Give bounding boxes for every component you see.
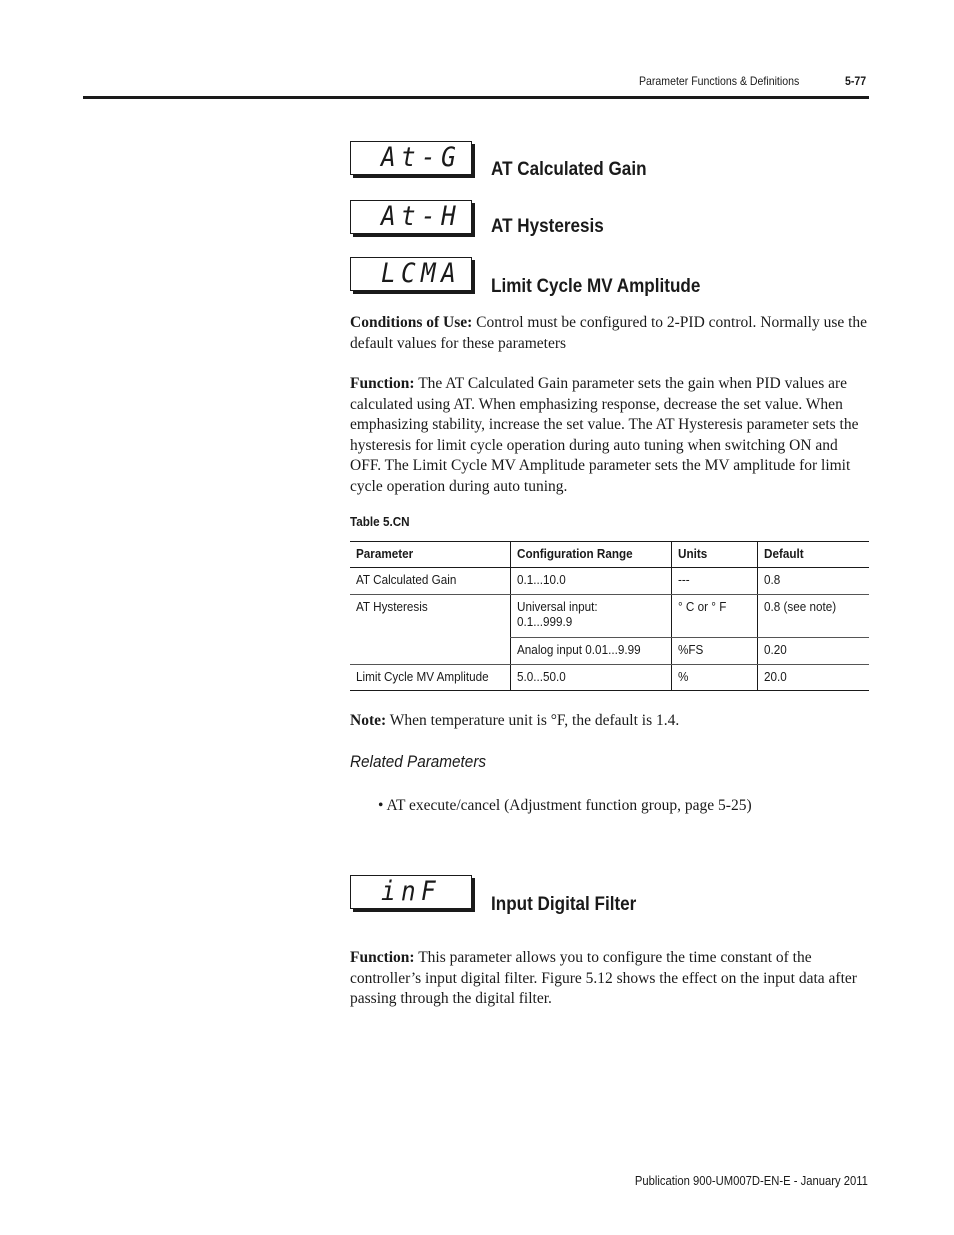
table-cell: AT Hysteresis xyxy=(356,599,428,614)
table-caption: Table 5.CN xyxy=(350,514,410,529)
table-header-cell: Parameter xyxy=(350,542,510,568)
table-row xyxy=(350,568,869,595)
table-cell xyxy=(350,638,510,665)
table-cell: 0.8 xyxy=(757,568,869,595)
param-title-input-digital-filter: Input Digital Filter xyxy=(491,894,637,915)
function-text: The AT Calculated Gain parameter sets the gain when PID values are calculated using AT. When emphasizing response, decrease the set value. When emphasizing stability, increase the set value. The AT Hysteresis parameter sets the hysteresis for limit cycle operation during auto tuning when switching ON and OFF. The Limit Cycle MV Amplitude parameter sets the MV amplitude for limit cycle operation during auto tuning. xyxy=(350,375,859,495)
function-paragraph-filter xyxy=(350,948,868,1010)
conditions-text: Control must be configured to 2-PID control. Normally use the default values for these parameters xyxy=(350,314,868,352)
publication-footer: Publication 900-UM007D-EN-E - January 2011 xyxy=(634,1174,868,1188)
param-title-at-calculated-gain: AT Calculated Gain xyxy=(491,159,647,180)
table-row xyxy=(350,665,869,691)
table-cell: 0.1...10.0 xyxy=(510,568,671,595)
related-parameters-heading: Related Parameters xyxy=(350,752,487,771)
table-row xyxy=(350,638,869,665)
header-rule xyxy=(83,96,869,99)
running-header: Parameter Functions & Definitions xyxy=(639,74,800,88)
related-item-text: AT execute/cancel (Adjustment function group, page 5-25) xyxy=(386,797,752,814)
table-header-cell: Configuration Range xyxy=(510,542,671,568)
lcd-display-inf: inF xyxy=(350,875,472,909)
table-cell: --- xyxy=(671,568,757,595)
note-label: Note: xyxy=(350,712,387,729)
table-note xyxy=(350,711,868,732)
table-cell: Limit Cycle MV Amplitude xyxy=(350,665,510,691)
table-cell: AT Calculated Gain xyxy=(350,568,510,595)
table-row xyxy=(350,595,869,638)
bullet-icon: • xyxy=(378,797,384,814)
table-cell: 0.8 (see note) xyxy=(757,595,869,638)
table-header-cell: Units xyxy=(671,542,757,568)
function-paragraph xyxy=(350,374,868,497)
table-header-row xyxy=(350,542,869,568)
conditions-of-use xyxy=(350,313,868,354)
function-text: This parameter allows you to configure the time constant of the controller’s input digital filter. Figure 5.12 shows the effect on the input data after passing through the digital filter. xyxy=(350,949,857,1007)
conditions-label: Conditions of Use: xyxy=(350,314,473,331)
table-cell: 20.0 xyxy=(757,665,869,691)
table-cell: Analog input 0.01...9.99 xyxy=(510,638,671,665)
table-cell: % xyxy=(671,665,757,691)
lcd-display-at-g: At-G xyxy=(350,141,472,175)
table-cell: 0.20 xyxy=(757,638,869,665)
table-header-cell: Default xyxy=(757,542,869,568)
table-cell: Universal input: 0.1...999.9 xyxy=(510,595,671,638)
list-item xyxy=(378,797,752,815)
table-cell: 5.0...50.0 xyxy=(510,665,671,691)
function-label: Function: xyxy=(350,375,415,392)
parameter-table xyxy=(350,541,869,691)
page-number: 5-77 xyxy=(845,74,867,88)
table-cell: %FS xyxy=(671,638,757,665)
param-title-at-hysteresis: AT Hysteresis xyxy=(491,216,604,237)
lcd-display-lcma: LCMA xyxy=(350,257,472,291)
param-title-limit-cycle: Limit Cycle MV Amplitude xyxy=(491,276,701,297)
lcd-display-at-h: At-H xyxy=(350,200,472,234)
note-text: When temperature unit is °F, the default is 1.4. xyxy=(386,712,680,729)
table-cell: ° C or ° F xyxy=(671,595,757,638)
function-label: Function: xyxy=(350,949,415,966)
